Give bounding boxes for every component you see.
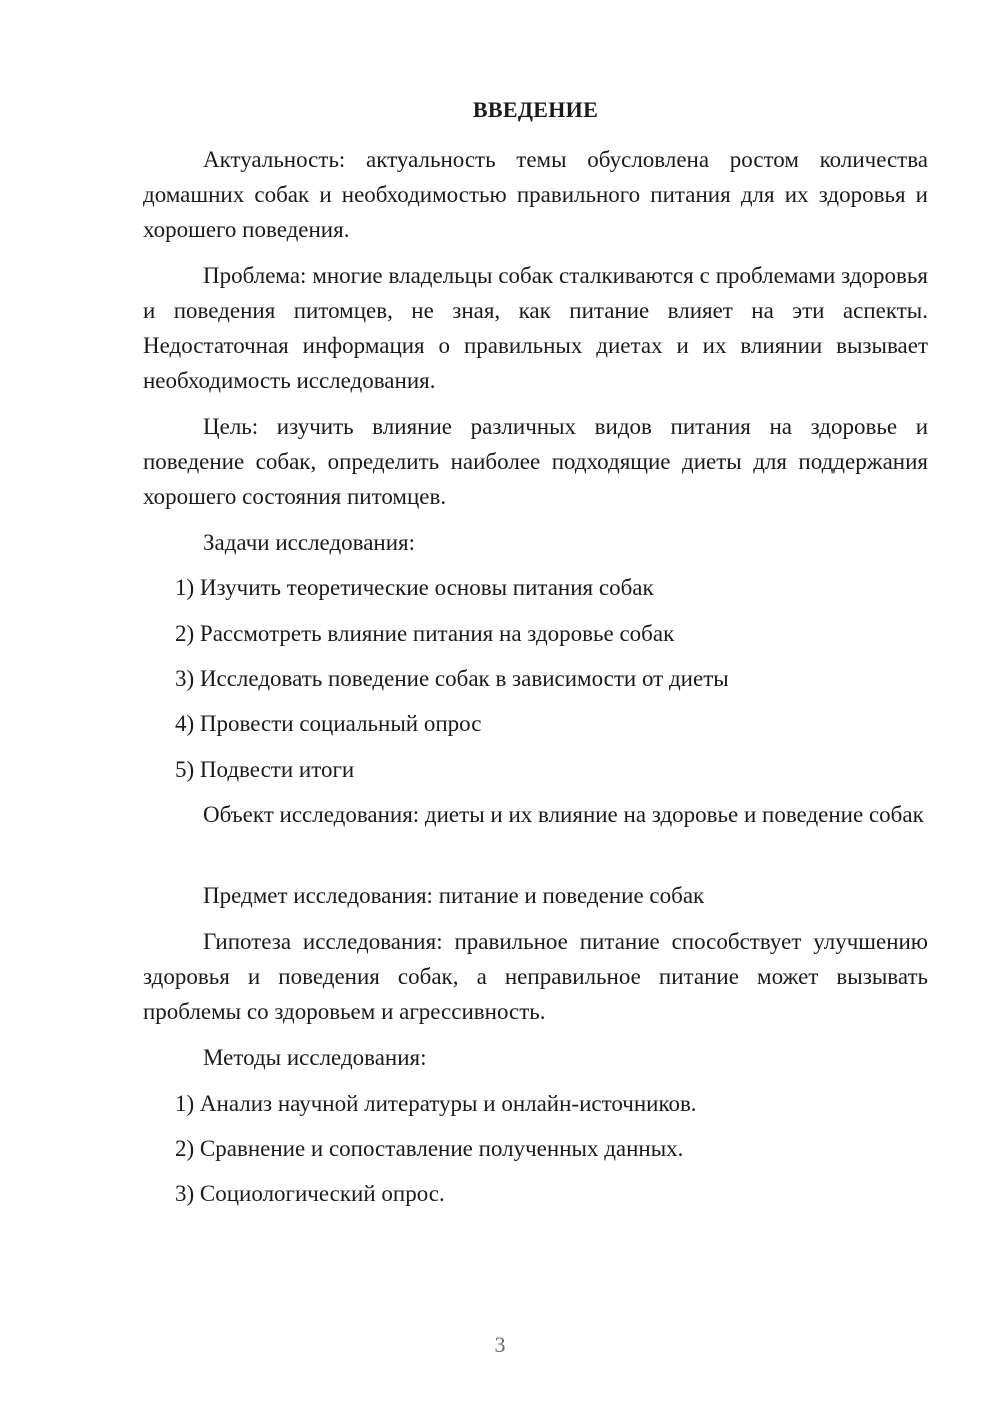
method-item: 2) Сравнение и сопоставление полученных данных. — [175, 1136, 684, 1161]
task-item: 4) Провести социальный опрос — [175, 711, 482, 736]
object-text: Объект исследования: диеты и их влияние на здоровье и поведение собак — [203, 802, 924, 827]
page-number: 3 — [494, 1332, 506, 1357]
task-item: 5) Подвести итоги — [175, 757, 355, 782]
hypothesis-text: Гипотеза исследования: правильное питание способствует улучшению здоровья и поведения собак, а неправильное питание может вызывать проблемы со здоровьем и агрессивность. — [143, 929, 928, 1024]
relevance-paragraph — [143, 142, 928, 247]
object-paragraph — [143, 797, 928, 832]
method-item: 1) Анализ научной литературы и онлайн-источников. — [175, 1091, 697, 1116]
subject-text: Предмет исследования: питание и поведение собак — [203, 883, 705, 908]
problem-text: Проблема: многие владельцы собак сталкиваются с проблемами здоровья и поведения питомцев, не зная, как питание влияет на эти аспекты. Недостаточная информация о правильных диетах и их влиянии вызывает необходимость исследования. — [143, 263, 928, 393]
task-item: 3) Исследовать поведение собак в зависимости от диеты — [175, 666, 729, 691]
goal-text: Цель: изучить влияние различных видов питания на здоровье и поведение собак, определить наиболее подходящие диеты для поддержания хорошего состояния питомцев. — [143, 414, 928, 509]
problem-paragraph — [143, 258, 928, 398]
tasks-heading: Задачи исследования: — [203, 530, 416, 555]
tasks-heading-block — [143, 525, 928, 560]
task-item: 2) Рассмотреть влияние питания на здоровье собак — [175, 621, 675, 646]
hypothesis-paragraph — [143, 924, 928, 1029]
page-heading: ВВЕДЕНИЕ — [472, 97, 599, 122]
method-item: 3) Социологический опрос. — [175, 1181, 445, 1206]
methods-heading-block — [143, 1040, 928, 1075]
relevance-text: Актуальность: актуальность темы обусловлена ростом количества домашних собак и необходимостью правильного питания для их здоровья и хорошего поведения. — [143, 147, 928, 242]
methods-heading: Методы исследования: — [203, 1045, 427, 1070]
task-item: 1) Изучить теоретические основы питания собак — [175, 575, 654, 600]
subject-paragraph — [143, 878, 928, 913]
goal-paragraph — [143, 409, 928, 514]
